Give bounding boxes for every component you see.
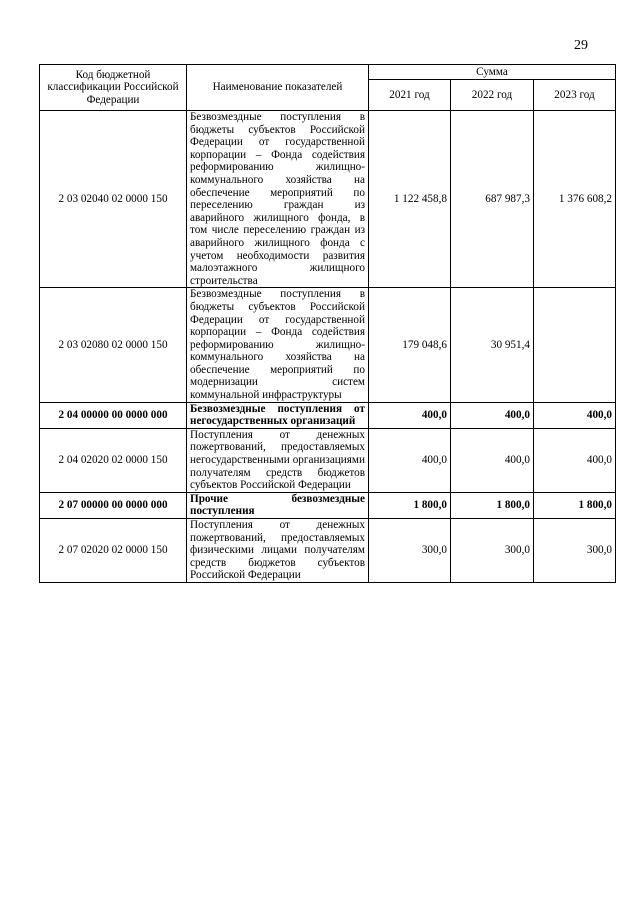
- row-value-2023: 300,0: [534, 519, 616, 583]
- row-code: 2 04 00000 00 0000 000: [40, 402, 187, 428]
- row-value-2022: 400,0: [451, 428, 534, 492]
- header-year-2021: 2021 год: [369, 80, 451, 111]
- header-year-2022: 2022 год: [451, 80, 534, 111]
- row-value-2023: 1 376 608,2: [534, 111, 616, 288]
- row-value-2021: 400,0: [369, 402, 451, 428]
- row-name: Поступления от денежных пожертвований, предоставляемых физическими лицами получателям средств бюджетов субъектов Российской Федерации: [187, 519, 369, 583]
- row-name: Безвозмездные поступления от негосударственных организаций: [187, 402, 369, 428]
- row-name: Безвозмездные поступления в бюджеты субъектов Российской Федерации от государственной корпорации – Фонда содействия реформированию жилищно-коммунального хозяйства на обеспечение мероприятий по модернизации систем коммунальной инфраструктуры: [187, 288, 369, 402]
- row-value-2023: 400,0: [534, 428, 616, 492]
- row-value-2022: 1 800,0: [451, 492, 534, 518]
- row-value-2022: 300,0: [451, 519, 534, 583]
- row-value-2021: 1 800,0: [369, 492, 451, 518]
- row-value-2021: 400,0: [369, 428, 451, 492]
- header-sum: Сумма: [369, 65, 616, 80]
- table-row: [40, 288, 616, 402]
- row-name: Безвозмездные поступления в бюджеты субъектов Российской Федерации от государственной корпорации – Фонда содействия реформированию жилищно-коммунального хозяйства на обеспечение мероприятий по переселению граждан из аварийного жилищного фонда, в том числе переселению граждан из аварийного жилищного фонда с учетом необходимости развития малоэтажного жилищного строительства: [187, 111, 369, 288]
- table-row: [40, 402, 616, 428]
- row-name: Прочие безвозмездные поступления: [187, 492, 369, 518]
- header-code: Код бюджетной классификации Российской Федерации: [40, 65, 187, 111]
- row-code: 2 03 02040 02 0000 150: [40, 111, 187, 288]
- table-row: [40, 428, 616, 492]
- row-value-2023: [534, 288, 616, 402]
- row-value-2022: 30 951,4: [451, 288, 534, 402]
- row-value-2021: 1 122 458,8: [369, 111, 451, 288]
- row-code: 2 07 00000 00 0000 000: [40, 492, 187, 518]
- row-value-2023: 400,0: [534, 402, 616, 428]
- row-value-2022: 687 987,3: [451, 111, 534, 288]
- table-row: [40, 111, 616, 288]
- budget-table: [39, 64, 616, 583]
- row-code: 2 07 02020 02 0000 150: [40, 519, 187, 583]
- row-value-2021: 300,0: [369, 519, 451, 583]
- row-value-2022: 400,0: [451, 402, 534, 428]
- row-code: 2 04 02020 02 0000 150: [40, 428, 187, 492]
- row-name: Поступления от денежных пожертвований, предоставляемых негосударственными организациями получателям средств бюджетов субъектов Российской Федерации: [187, 428, 369, 492]
- page-number: 29: [574, 38, 588, 53]
- row-value-2021: 179 048,6: [369, 288, 451, 402]
- table-row: [40, 492, 616, 518]
- header-year-2023: 2023 год: [534, 80, 616, 111]
- row-value-2023: 1 800,0: [534, 492, 616, 518]
- row-code: 2 03 02080 02 0000 150: [40, 288, 187, 402]
- header-name: Наименование показателей: [187, 65, 369, 111]
- table-row: [40, 519, 616, 583]
